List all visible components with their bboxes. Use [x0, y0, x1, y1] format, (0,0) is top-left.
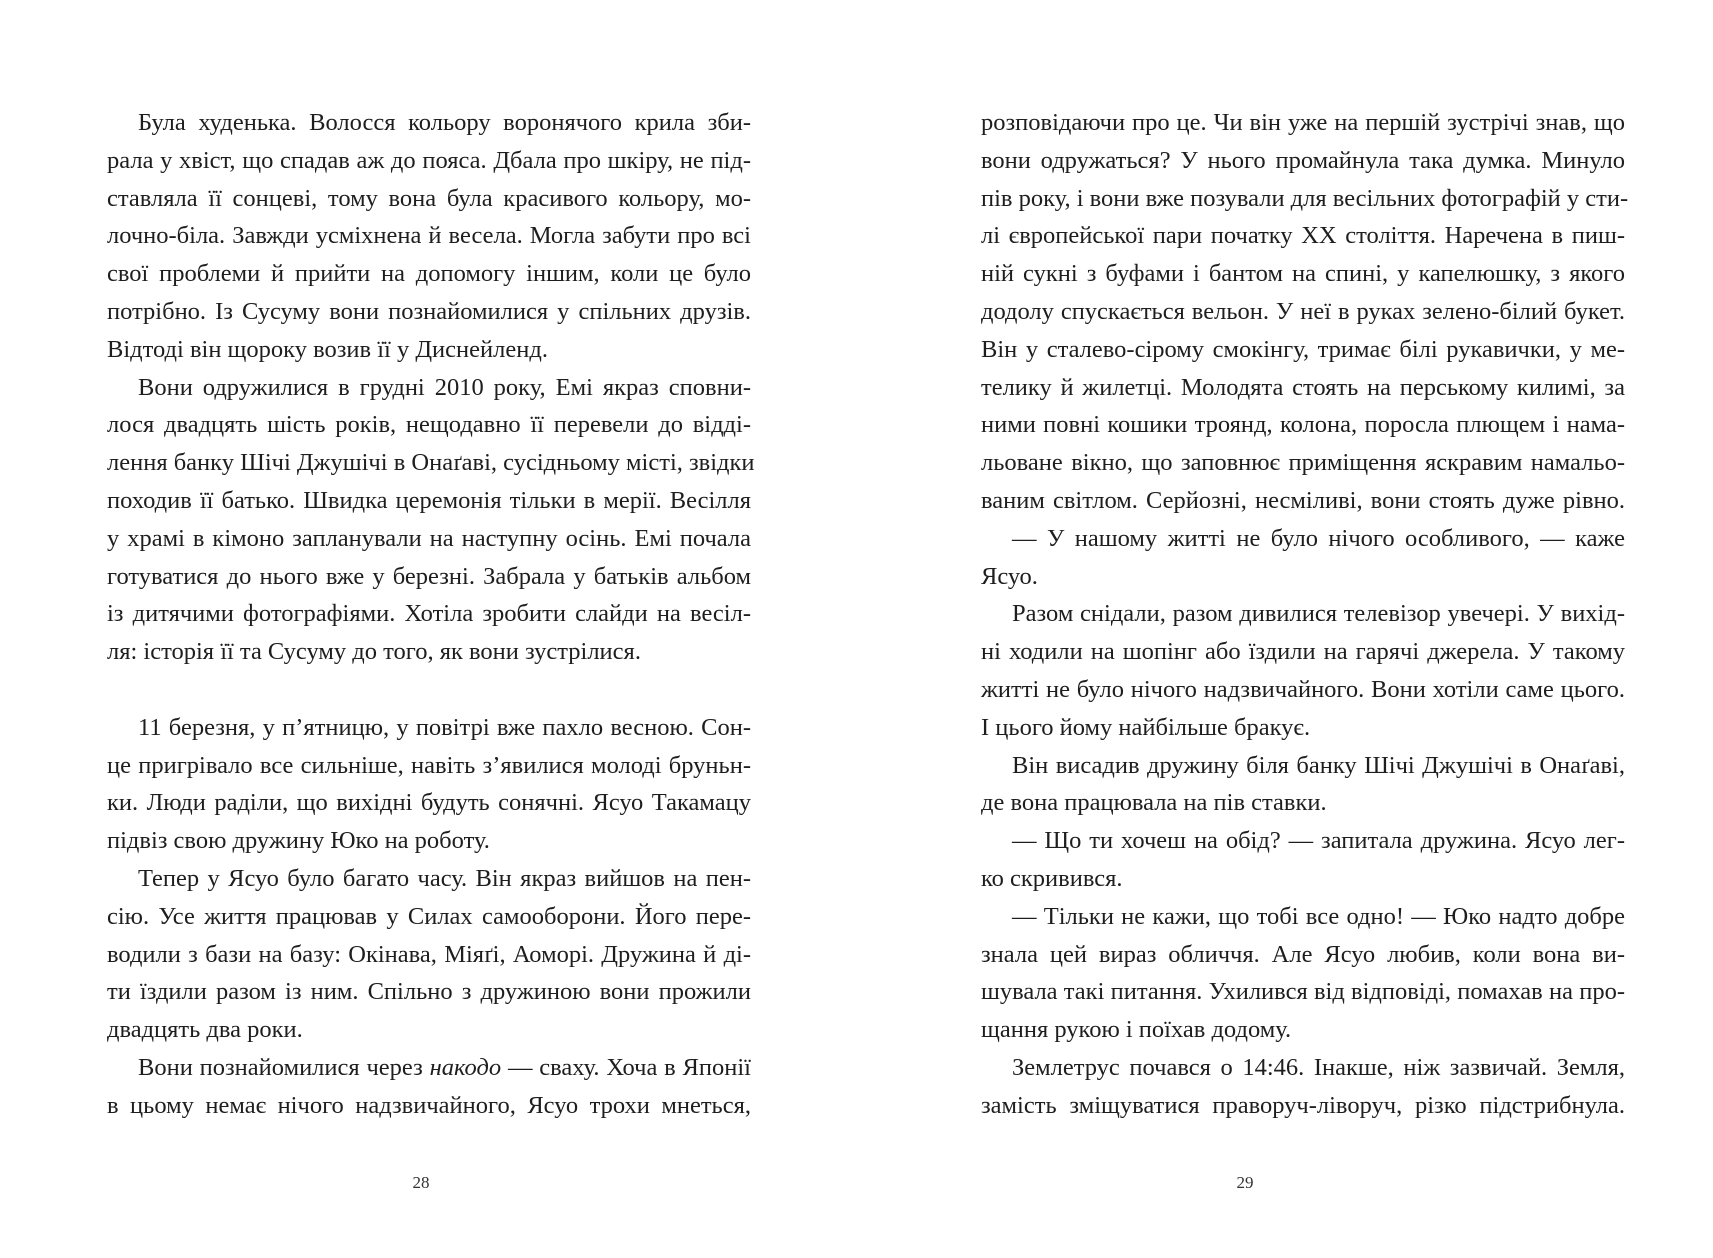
- text-line: де вона працювала на пів ставки.: [981, 789, 1327, 817]
- text-line: розповідаючи про це. Чи він уже на першій зустрічі знав, що: [981, 109, 1625, 136]
- text-span: Вони познайомилися через: [138, 1053, 430, 1081]
- right-page-text: [981, 104, 1629, 1125]
- text-line: Тепер у Ясуо було багато часу. Він якраз вийшов на пен-: [138, 864, 751, 892]
- text-line: готуватися до нього вже у березні. Забрала у батьків альбом: [107, 562, 751, 590]
- text-line: ваним світлом. Серйозні, несміливі, вони стоять дуже рівно.: [981, 486, 1625, 514]
- text-line: ки. Люди раділи, що вихідні будуть сонячні. Ясуо Такамацу: [107, 789, 751, 817]
- text-line: 11 березня, у п’ятницю, у повітрі вже пахло весною. Сон-: [138, 713, 751, 741]
- text-line: — Тільки не кажи, що тобі все одно! — Юко надто добре: [1012, 902, 1625, 930]
- text-line: двадцять два роки.: [107, 1016, 303, 1044]
- text-line: рала у хвіст, що спадав аж до пояса. Дбала про шкіру, не під-: [107, 146, 751, 174]
- text-line: замість зміщуватися праворуч-ліворуч, різко підстрибнула.: [981, 1091, 1625, 1119]
- text-line: лі європейської пари початку XX століття. Наречена в пиш-: [981, 222, 1625, 250]
- text-line: Відтоді він щороку возив її у Диснейленд.: [107, 335, 548, 363]
- text-line: у храмі в кімоно запланували на наступну осінь. Емі почала: [107, 524, 751, 552]
- page-number: 28: [412, 1173, 430, 1192]
- text-line: сію. Усе життя працював у Силах самооборони. Його пере-: [107, 902, 751, 930]
- text-line: із дитячими фотографіями. Хотіла зробити слайди на весіл-: [107, 600, 751, 628]
- text-line: Він висадив дружину біля банку Шічі Джушічі в Онаґаві,: [1012, 751, 1625, 779]
- text-line: щання рукою і поїхав додому.: [981, 1016, 1292, 1044]
- text-line: шувала такі питання. Ухилився від відповіді, помахав на про-: [981, 978, 1625, 1006]
- text-line: походив її батько. Швидка церемонія тільки в мерії. Весілля: [107, 486, 751, 514]
- text-line: додолу спускається вельон. У неї в руках зелено-білий букет.: [981, 297, 1625, 325]
- text-line: водили з бази на базу: Окінава, Міяґі, Аоморі. Дружина й ді-: [107, 940, 751, 968]
- text-line: — У нашому житті не було нічого особливого, — каже: [1012, 524, 1625, 552]
- text-line: підвіз свою дружину Юко на роботу.: [107, 827, 490, 855]
- left-page-text: [107, 104, 755, 1125]
- text-line: лочно-біла. Завжди усміхнена й весела. Могла забути про всі: [107, 222, 751, 250]
- text-line: [107, 1049, 751, 1087]
- page-number: 29: [1236, 1173, 1254, 1192]
- text-line: в цьому немає нічого надзвичайного, Ясуо трохи мнеться,: [107, 1091, 751, 1119]
- text-line: ко скривився.: [981, 864, 1123, 892]
- right-page: [857, 0, 1713, 1258]
- section-break: [107, 671, 751, 709]
- text-line: це пригрівало все сильніше, навіть з’явилися молоді бруньн-: [107, 751, 751, 779]
- text-line: Ясуо.: [981, 562, 1038, 590]
- text-line: — Що ти хочеш на обід? — запитала дружина. Ясуо лег-: [1012, 827, 1625, 855]
- text-line: ти їздили разом із ним. Спільно з дружиною вони прожили: [107, 978, 751, 1006]
- text-line: свої проблеми й прийти на допомогу іншим, коли це було: [107, 260, 751, 288]
- text-line: ля: історія її та Сусуму до того, як вони зустрілися.: [107, 638, 641, 666]
- text-line: І цього йому найбільше бракує.: [981, 713, 1311, 741]
- text-line: льоване вікно, що заповнює приміщення яскравим намальо-: [981, 449, 1625, 477]
- text-line: пів року, і вони вже позували для весільних фотографій у сти-: [981, 184, 1629, 212]
- text-line: житті не було нічого надзвичайного. Вони хотіли саме цього.: [981, 675, 1625, 703]
- text-line: потрібно. Із Сусуму вони познайомилися у спільних друзів.: [107, 297, 751, 325]
- left-page: [0, 0, 856, 1258]
- text-line: телику й жилетці. Молодята стоять на перському килимі, за: [981, 373, 1625, 401]
- text-line: Разом снідали, разом дивилися телевізор увечері. У вихід-: [1012, 600, 1625, 628]
- text-line: Вони одружилися в грудні 2010 року, Емі якраз сповни-: [138, 373, 751, 401]
- text-line: лення банку Шічі Джушічі в Онаґаві, сусідньому місті, звідки: [107, 449, 755, 477]
- text-line: ставляла її сонцеві, тому вона була красивого кольору, мо-: [107, 184, 751, 212]
- text-span: — сваху. Хоча в Японії: [501, 1053, 751, 1081]
- text-line: ними повні кошики троянд, колона, поросла плющем і нама-: [981, 411, 1625, 439]
- text-line: Землетрус почався о 14:46. Інакше, ніж зазвичай. Земля,: [1012, 1053, 1625, 1081]
- text-line: ні ходили на шопінг або їздили на гарячі джерела. У такому: [981, 638, 1625, 666]
- text-line: знала цей вираз обличчя. Але Ясуо любив, коли вона ви-: [981, 940, 1625, 968]
- text-line: вони одружаться? У нього промайнула така думка. Минуло: [981, 146, 1625, 174]
- text-line: Була худенька. Волосся кольору воронячого крила зби-: [138, 109, 751, 136]
- italic-word: накодо: [429, 1053, 502, 1081]
- text-line: лося двадцять шість років, нещодавно її перевели до відді-: [107, 411, 751, 439]
- text-line: ній сукні з буфами і бантом на спині, у капелюшку, з якого: [981, 260, 1625, 288]
- text-line: Він у сталево-сірому смокінгу, тримає білі рукавички, у ме-: [981, 335, 1625, 363]
